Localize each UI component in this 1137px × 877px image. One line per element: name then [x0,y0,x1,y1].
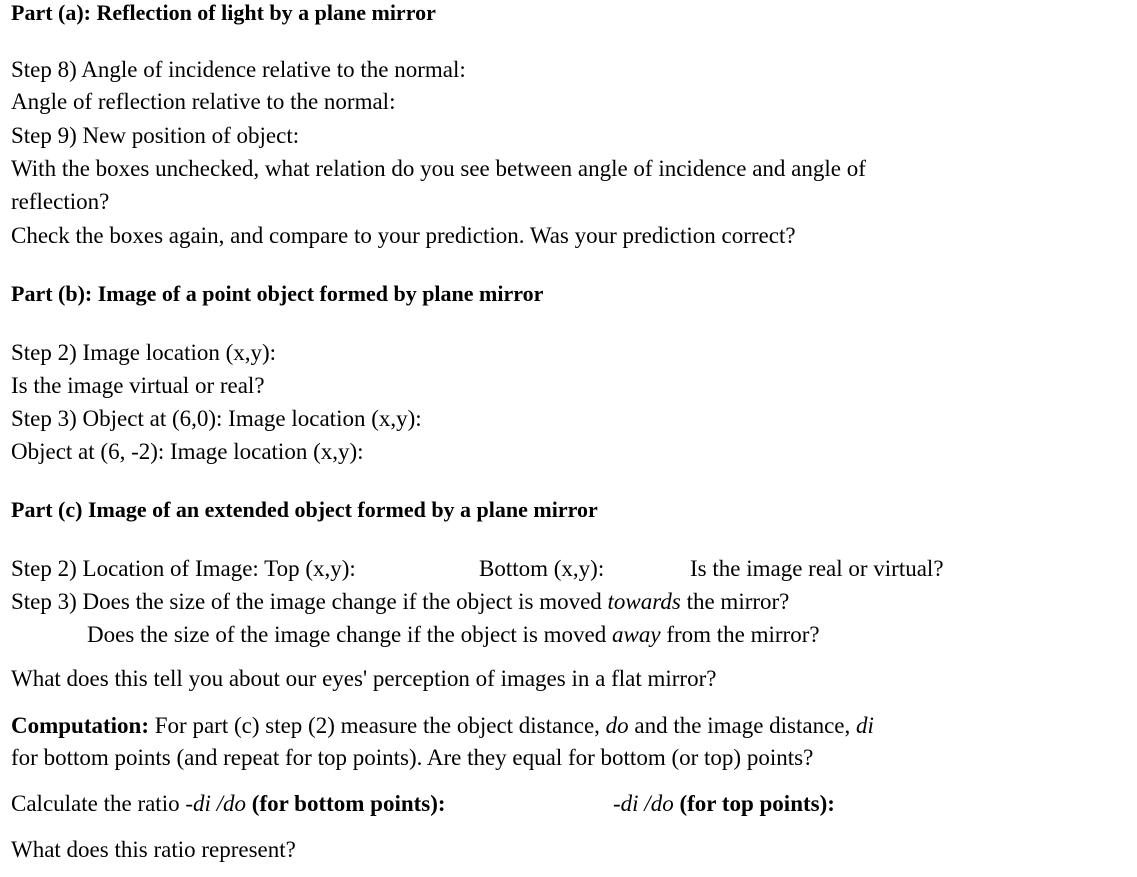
step3-emph-towards: towards [607,589,681,614]
ratio-bottom-line [11,790,446,818]
part-a-relation-question: With the boxes unchecked, what relation do you see between angle of incidence and angle of [11,156,866,181]
part-b-heading: Part (b): Image of a point object formed by plane mirror [11,281,544,306]
computation-di: di [856,713,874,738]
ratio-represent-question: What does this ratio represent? [11,837,296,862]
computation-text1: For part (c) step (2) measure the object distance, [154,713,600,738]
part-c-step3-towards [11,588,789,616]
part-c-step2-bottom: Bottom (x,y): [479,556,605,581]
computation-text2: and the image distance, [634,713,851,738]
part-a-heading: Part (a): Reflection of light by a plane mirror [11,0,436,25]
part-b-step2: Step 2) Image location (x,y): [11,340,277,365]
computation-line-2: for bottom points (and repeat for top points). Are they equal for bottom (or top) points? [11,745,814,770]
step3-suffix: the mirror? [686,589,790,614]
part-c-step2-top: Step 2) Location of Image: Top (x,y): [11,556,356,581]
ratio-expr-bottom: -di /do [185,791,247,816]
part-a-relation-question-cont: reflection? [11,189,110,214]
computation-do: do [605,713,629,738]
step3b-emph-away: away [612,622,661,647]
part-a-check-boxes: Check the boxes again, and compare to your prediction. Was your prediction correct? [11,223,796,248]
ratio-top-line [613,790,835,818]
part-c-step3-away [87,621,820,649]
step3-prefix: Step 3) Does the size of the image change if the object is moved [11,589,602,614]
computation-label: Computation: [11,713,150,738]
part-c-heading: Part (c) Image of an extended object formed by a plane mirror [11,497,598,522]
part-b-step3: Step 3) Object at (6,0): Image location (x,y): [11,406,422,431]
part-a-step9: Step 9) New position of object: [11,123,300,148]
ratio-bottom-label: (for bottom points): [251,791,446,816]
part-b-virtual-real: Is the image virtual or real? [11,373,265,398]
part-c-step2-question: Is the image real or virtual? [690,556,944,581]
part-c-perception: What does this tell you about our eyes' perception of images in a flat mirror? [11,666,717,691]
step3b-prefix: Does the size of the image change if the object is moved [87,622,607,647]
step3b-suffix: from the mirror? [666,622,820,647]
part-a-step8: Step 8) Angle of incidence relative to the normal: [11,57,466,82]
part-b-object-6-2: Object at (6, -2): Image location (x,y): [11,439,364,464]
part-a-angle-reflection: Angle of reflection relative to the normal: [11,89,396,114]
ratio-prefix: Calculate the ratio [11,791,180,816]
ratio-top-label: (for top points): [679,791,835,816]
computation-line-1 [11,712,874,740]
ratio-expr-top: -di /do [613,791,674,816]
